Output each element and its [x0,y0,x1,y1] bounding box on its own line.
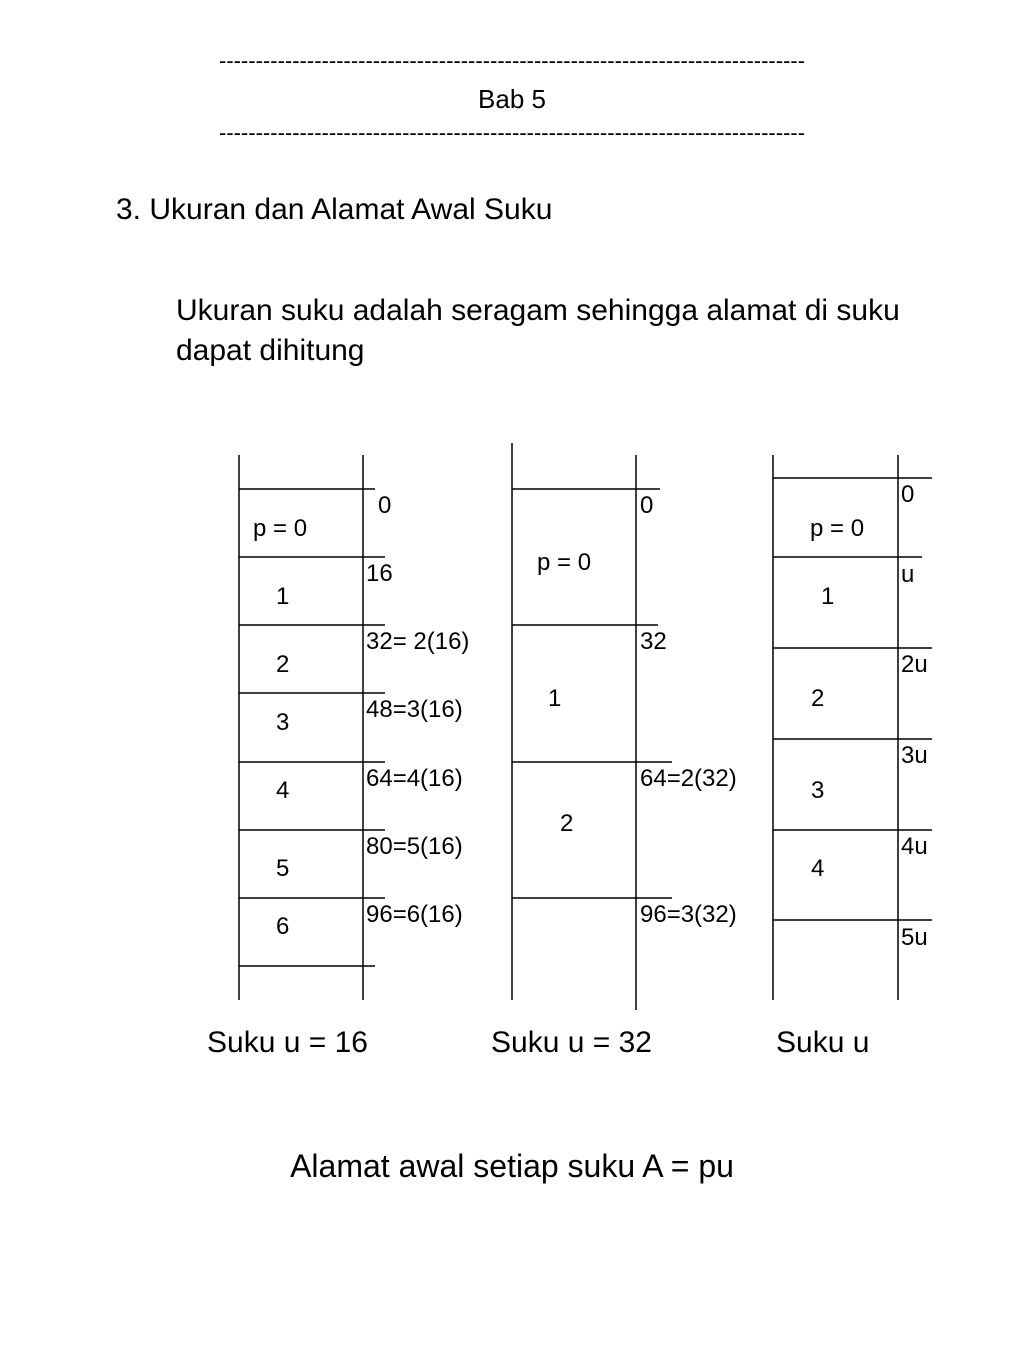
u16-block-label: p = 0 [253,515,308,542]
u-address-label: 4u [901,833,928,860]
u-block-label: 2 [811,685,825,712]
u-block-label: 1 [821,583,835,610]
u-address-label: 3u [901,742,928,769]
u32-block-label: p = 0 [537,549,592,576]
u16-block-label: 3 [276,709,290,736]
u16-address-label: 64=4(16) [366,765,463,792]
section-title: 3. Ukuran dan Alamat Awal Suku [116,193,553,226]
u32-address-label: 32 [640,628,667,655]
u-address-label: 0 [901,481,915,508]
u16-block-label: 6 [276,913,290,940]
u32-address-label: 96=3(32) [640,901,737,928]
u-caption: Suku u [776,1026,870,1059]
u16-block-label: 1 [276,583,290,610]
u16-address-label: 16 [366,560,393,587]
u-block-label: 4 [811,855,825,882]
u16-block-label: 4 [276,777,290,804]
u16-address-label: 48=3(16) [366,696,463,723]
u16-address-label: 80=5(16) [366,833,463,860]
u32-address-label: 64=2(32) [640,765,737,792]
u32-block-label: 1 [548,685,562,712]
u-block-label: 3 [811,777,825,804]
u16-address-label: 32= 2(16) [366,628,470,655]
u16-block-label: 5 [276,855,290,882]
intro-paragraph: Ukuran suku adalah seragam sehingga alamat di suku dapat dihitung [176,294,900,367]
u-block-label: p = 0 [810,515,865,542]
u32-address-label: 0 [640,492,654,519]
header-dashes-top: -------------------------------------------------------------------------------- [218,48,806,73]
u32-caption: Suku u = 32 [491,1026,652,1059]
header-dashes-bottom: -------------------------------------------------------------------------------- [218,120,806,145]
u16-address-label: 0 [378,492,392,519]
u32-block-label: 2 [560,810,574,837]
u-address-label: 2u [901,651,928,678]
formula-text: Alamat awal setiap suku A = pu [290,1148,734,1184]
u-address-label: u [901,561,915,588]
u-address-label: 5u [901,924,928,951]
u16-caption: Suku u = 16 [207,1026,368,1059]
u16-block-label: 2 [276,651,290,678]
u16-address-label: 96=6(16) [366,901,463,928]
chapter-title: Bab 5 [478,84,546,114]
